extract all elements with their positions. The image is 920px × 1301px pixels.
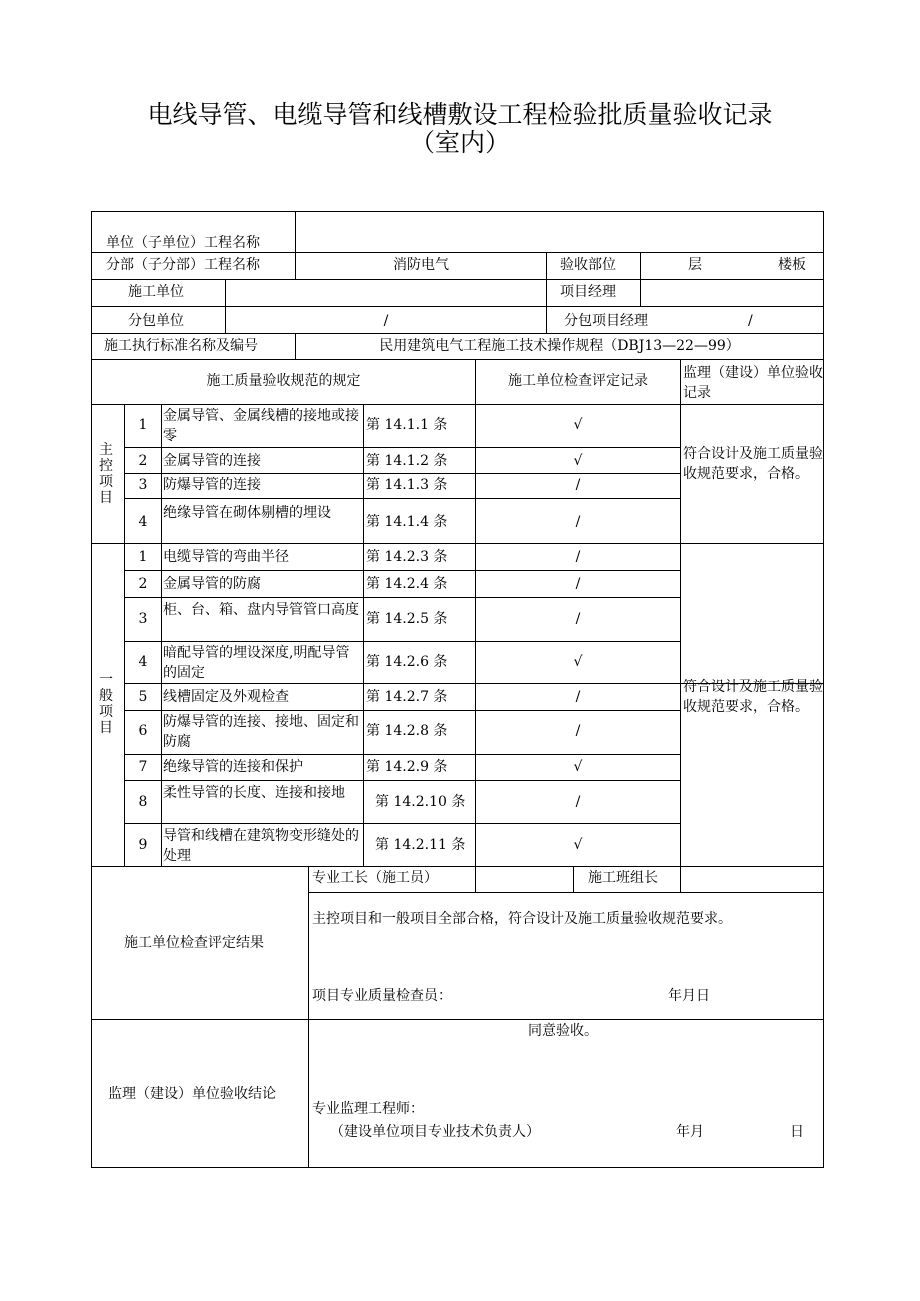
team-leader-label: 施工班组长 (588, 870, 658, 886)
sub-manager-label: 分包项目经理 (564, 313, 648, 329)
construction-unit-label: 施工单位 (128, 284, 184, 300)
check-mark[interactable]: / (575, 549, 581, 565)
subcontract-unit-label: 分包单位 (128, 313, 184, 329)
check-column-header: 施工单位检查评定记录 (508, 373, 648, 389)
form-subtitle: （室内） (409, 128, 510, 157)
standard-label: 施工执行标准名称及编号 (104, 338, 258, 354)
check-mark[interactable]: / (575, 794, 581, 810)
acceptance-part-label: 验收部位 (560, 257, 616, 273)
spec-column-header: 施工质量验收规范的规定 (206, 373, 361, 389)
check-mark[interactable]: / (575, 477, 581, 493)
sub-manager-value[interactable]: / (748, 313, 753, 329)
construction-eval-text[interactable]: 主控项目和一般项目全部合格，符合设计及施工质量验收规范要求。 (312, 911, 732, 927)
floor-slab-label: 楼板 (778, 257, 806, 273)
supervision-date-day[interactable]: 日 (790, 1124, 804, 1140)
check-mark[interactable]: / (575, 723, 581, 739)
subcontract-unit-value[interactable]: / (383, 313, 389, 329)
division-name-label: 分部（子分部）工程名称 (106, 257, 260, 273)
check-mark[interactable]: / (575, 689, 581, 705)
owner-representative-label: （建设单位项目专业技术负责人） (330, 1124, 540, 1140)
supervision-date-ym[interactable]: 年月 (676, 1124, 704, 1140)
form-title: 电线导管、电缆导管和线槽敷设工程检验批质量验收记录 (147, 100, 773, 129)
supervising-engineer-label: 专业监理工程师： (312, 1101, 424, 1117)
check-mark[interactable]: √ (573, 453, 583, 469)
agree-text[interactable]: 同意验收。 (528, 1023, 598, 1039)
unit-name-label: 单位（子单位）工程名称 (106, 235, 260, 251)
check-mark[interactable]: √ (573, 837, 583, 853)
division-name-value[interactable]: 消防电气 (393, 257, 449, 273)
supervision-column-header: 监理（建设）单位验收记录 (683, 365, 823, 401)
main-control-group-label: 主控项目 (99, 442, 113, 506)
supervision-conclusion-label: 监理（建设）单位验收结论 (108, 1086, 276, 1102)
quality-inspector-label: 项目专业质量检查员： (312, 988, 452, 1004)
check-mark[interactable]: / (575, 611, 581, 627)
check-mark[interactable]: / (575, 514, 581, 530)
project-manager-label: 项目经理 (560, 284, 616, 300)
general-group-label: 一般项目 (99, 672, 113, 736)
floor-label: 层 (688, 257, 702, 273)
check-mark[interactable]: √ (573, 654, 583, 670)
check-mark[interactable]: √ (573, 759, 583, 775)
construction-eval-label: 施工单位检查评定结果 (124, 935, 264, 951)
check-mark[interactable]: √ (573, 417, 583, 433)
eval-date[interactable]: 年月日 (668, 988, 710, 1004)
unit-name-value[interactable] (296, 232, 822, 252)
general-conclusion: 符合设计及施工质量验收规范要求，合格。 (683, 679, 823, 715)
standard-value[interactable]: 民用建筑电气工程施工技术操作规程（DBJ13—22—99） (379, 338, 740, 354)
check-mark[interactable]: / (575, 576, 581, 592)
foreman-label: 专业工长（施工员） (312, 870, 438, 886)
main-control-conclusion: 符合设计及施工质量验收规范要求，合格。 (683, 446, 823, 482)
